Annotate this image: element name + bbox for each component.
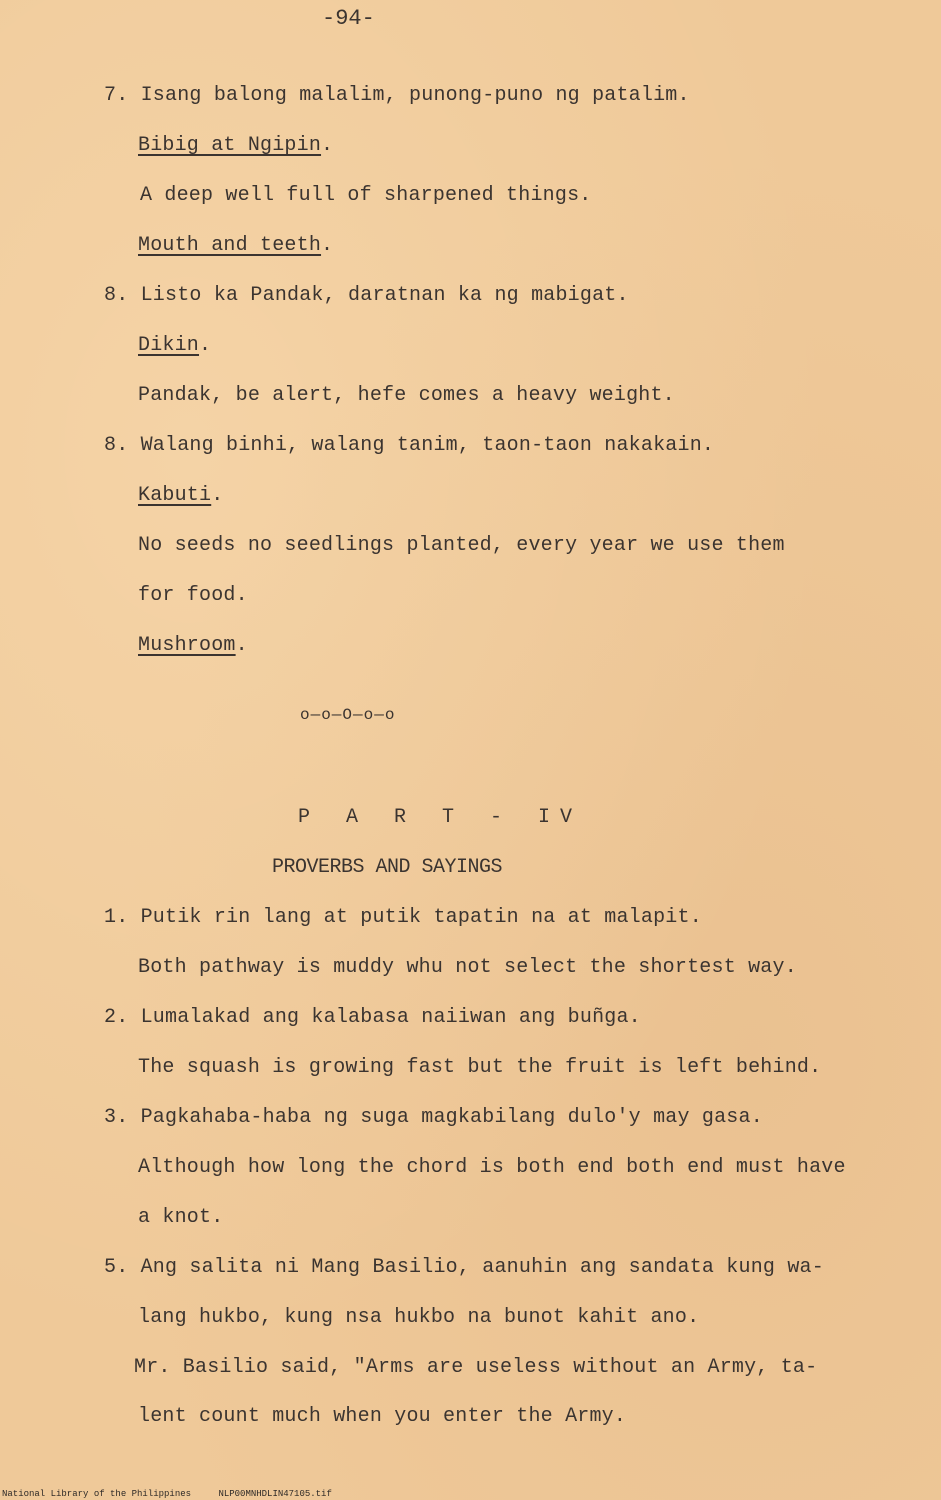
riddle-answer-tagalog: [138, 134, 333, 158]
item-number: 8.: [104, 434, 129, 457]
proverb-tagalog: Ang salita ni Mang Basilio, aanuhin ang sandata kung wa-: [140, 1256, 824, 1279]
answer-period: .: [235, 634, 248, 657]
item-number: 1.: [104, 906, 129, 929]
riddle-english-continued: for food.: [138, 584, 248, 607]
item-number: 8.: [104, 284, 129, 307]
answer-text: Mushroom: [138, 634, 236, 657]
item-number: 5.: [104, 1256, 129, 1279]
proverb-english: Although how long the chord is both end both end must have: [138, 1156, 846, 1179]
proverb-english: The squash is growing fast but the fruit is left behind.: [138, 1056, 822, 1079]
proverb-tagalog: Pagkahaba-haba ng suga magkabilang dulo'y may gasa.: [140, 1106, 763, 1129]
section-heading: PROVERBS AND SAYINGS: [272, 856, 503, 879]
page-number: -94-: [322, 6, 375, 31]
section-divider: o—o—O—o—o: [300, 706, 396, 724]
riddle-tagalog: Listo ka Pandak, daratnan ka ng mabigat.: [140, 284, 629, 307]
item-number: 7.: [104, 84, 129, 107]
proverb-item: [104, 1006, 641, 1030]
proverb-english-continued: a knot.: [138, 1206, 224, 1229]
proverb-item: [104, 906, 702, 930]
proverb-item: [104, 1256, 824, 1280]
riddle-item: [104, 84, 690, 108]
answer-period: .: [199, 334, 212, 357]
part-title: P A R T - IV: [298, 806, 583, 829]
answer-text: Kabuti: [138, 484, 212, 507]
proverb-item: [104, 1106, 763, 1130]
riddle-tagalog: Walang binhi, walang tanim, taon-taon nakakain.: [140, 434, 715, 457]
proverb-tagalog: Putik rin lang at putik tapatin na at malapit.: [140, 906, 702, 929]
file-name: NLP00MNHDLIN47105.tif: [218, 1489, 332, 1499]
proverb-tagalog: Lumalakad ang kalabasa naiiwan ang buñga.: [140, 1006, 641, 1029]
answer-text: Dikin: [138, 334, 200, 357]
proverb-english: Mr. Basilio said, "Arms are useless without an Army, ta-: [134, 1356, 818, 1379]
riddle-english: A deep well full of sharpened things.: [140, 184, 592, 207]
riddle-english: No seeds no seedlings planted, every year we use them: [138, 534, 785, 557]
proverb-english-continued: lent count much when you enter the Army.: [138, 1405, 627, 1428]
riddle-english: Pandak, be alert, hefe comes a heavy weight.: [138, 384, 675, 407]
riddle-item: [104, 284, 629, 308]
riddle-answer-tagalog: [138, 484, 223, 508]
riddle-item: [104, 434, 714, 458]
answer-text: Mouth and teeth: [138, 234, 322, 257]
riddle-tagalog: Isang balong malalim, punong-puno ng patalim.: [140, 84, 690, 107]
riddle-answer-english: [138, 234, 333, 258]
proverb-tagalog-continued: lang hukbo, kung nsa hukbo na bunot kahit ano.: [138, 1306, 700, 1329]
answer-period: .: [321, 234, 334, 257]
riddle-answer-tagalog: [138, 334, 211, 358]
library-credit: National Library of the Philippines: [2, 1489, 192, 1499]
riddle-answer-english: [138, 634, 248, 658]
answer-period: .: [321, 134, 334, 157]
answer-period: .: [211, 484, 224, 507]
answer-text: Bibig at Ngipin: [138, 134, 322, 157]
proverb-english: Both pathway is muddy whu not select the shortest way.: [138, 956, 797, 979]
item-number: 2.: [104, 1006, 129, 1029]
item-number: 3.: [104, 1106, 129, 1129]
scan-footer: [2, 1489, 354, 1499]
